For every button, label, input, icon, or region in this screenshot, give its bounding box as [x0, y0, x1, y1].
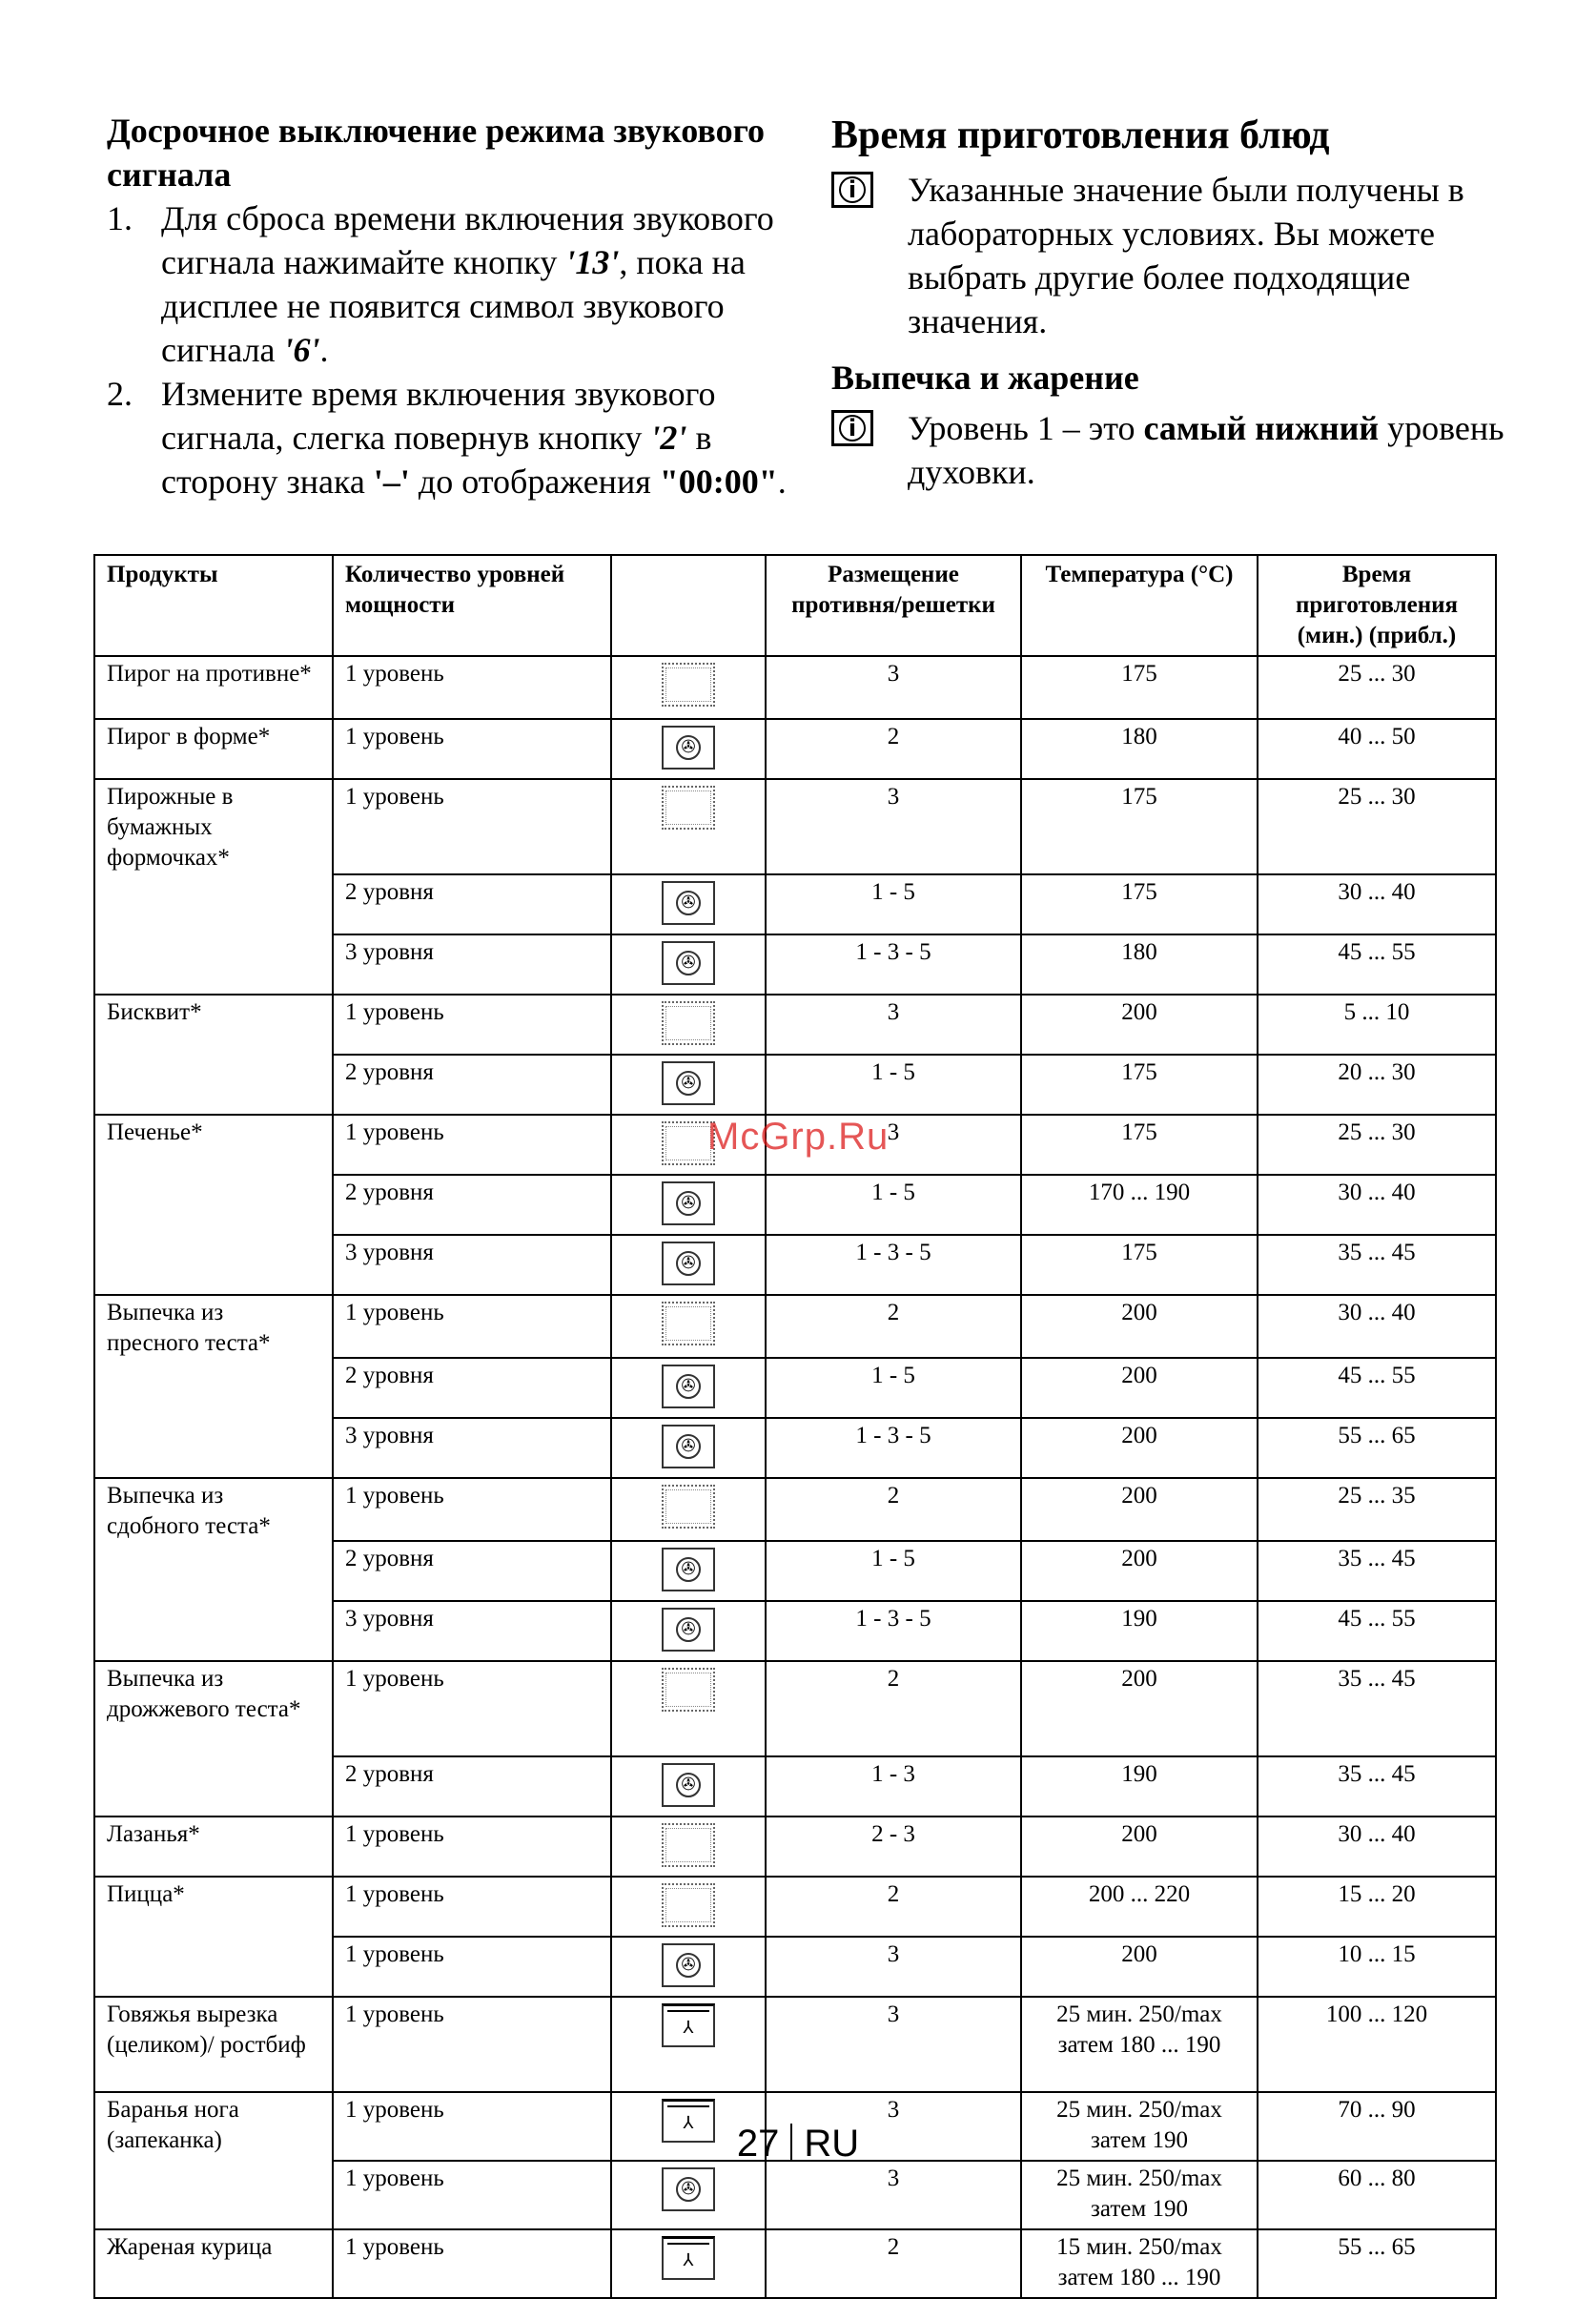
cell-position: 2 [766, 1478, 1021, 1541]
language-code: RU [804, 2123, 860, 2165]
cell-position: 2 [766, 1877, 1021, 1937]
cell-levels: 1 уровень [333, 995, 611, 1055]
cell-position: 3 [766, 779, 1021, 874]
fan-icon: ✇ [676, 1953, 701, 1978]
step-text: . [319, 331, 329, 369]
table-row [94, 995, 1496, 1055]
button-ref: '13' [565, 243, 620, 281]
cell-product: Пирог в форме* [94, 719, 333, 779]
cell-mode [611, 2161, 766, 2229]
cell-time: 25 ... 30 [1258, 1115, 1496, 1175]
cell-product: Бисквит* [94, 995, 333, 1115]
static-heating-icon [662, 1485, 715, 1529]
cell-position: 1 - 5 [766, 1055, 1021, 1115]
cell-temperature: 200 [1021, 1478, 1258, 1541]
cell-levels: 2 уровня [333, 874, 611, 934]
cell-time: 30 ... 40 [1258, 874, 1496, 934]
cell-temperature: 15 мин. 250/max затем 180 ... 190 [1021, 2229, 1258, 2298]
fan-heating-icon [662, 881, 715, 925]
step-number: 2. [107, 375, 133, 413]
fan-icon: ✇ [676, 1191, 701, 1216]
cell-mode [611, 656, 766, 719]
cell-time: 30 ... 40 [1258, 1295, 1496, 1358]
cell-levels: 3 уровня [333, 1235, 611, 1295]
cell-temperature: 25 мин. 250/max затем 180 ... 190 [1021, 1997, 1258, 2092]
cell-time: 35 ... 45 [1258, 1541, 1496, 1601]
cell-position: 1 - 5 [766, 874, 1021, 934]
cell-time: 25 ... 30 [1258, 656, 1496, 719]
cell-levels: 3 уровня [333, 934, 611, 995]
cell-position: 1 - 5 [766, 1541, 1021, 1601]
cell-time: 10 ... 15 [1258, 1937, 1496, 1997]
footer-separator [790, 2124, 792, 2162]
fan-heating-icon [662, 941, 715, 985]
cell-temperature: 175 [1021, 874, 1258, 934]
left-column [107, 109, 812, 503]
cell-position: 2 [766, 2229, 1021, 2298]
fan-icon: ✇ [676, 1557, 701, 1582]
fan-icon: ✇ [676, 1374, 701, 1399]
cell-mode [611, 1478, 766, 1541]
cell-temperature: 200 [1021, 1937, 1258, 1997]
cell-position: 3 [766, 2092, 1021, 2161]
cell-mode [611, 874, 766, 934]
display-value: "00:00" [659, 462, 778, 501]
cell-levels: 2 уровня [333, 1055, 611, 1115]
cell-position: 3 [766, 2161, 1021, 2229]
table-row [94, 2229, 1496, 2298]
table-row [94, 1997, 1496, 2092]
step-number: 1. [107, 199, 133, 237]
fan-icon: ✇ [676, 2177, 701, 2202]
cell-position: 2 [766, 719, 1021, 779]
cell-product: Выпечка из дрожжевого теста* [94, 1661, 333, 1817]
step-text: Измените время включения звукового сигнала, слегка повернув кнопку [161, 375, 716, 457]
fan-icon: ✇ [676, 1251, 701, 1276]
cell-temperature: 175 [1021, 1235, 1258, 1295]
cell-temperature: 200 ... 220 [1021, 1877, 1258, 1937]
info-icon: i [831, 410, 873, 446]
step-text: до отображения [409, 462, 660, 501]
subheading-baking: Выпечка и жарение [831, 359, 1139, 397]
page-footer [0, 2123, 1596, 2166]
static-heating-icon [662, 786, 715, 830]
cell-time: 100 ... 120 [1258, 1997, 1496, 2092]
cell-levels: 1 уровень [333, 1478, 611, 1541]
cell-mode [611, 1175, 766, 1235]
cell-position: 1 - 3 - 5 [766, 1235, 1021, 1295]
cell-temperature: 200 [1021, 1358, 1258, 1418]
note-emphasis: самый нижний [1143, 409, 1380, 447]
note-text: Указанные значение были получены в лабораторных условиях. Вы можете выбрать другие более подходящие значения. [908, 171, 1464, 340]
static-heating-icon [662, 1823, 715, 1867]
cell-mode [611, 934, 766, 995]
cell-mode [611, 1817, 766, 1877]
cell-product: Выпечка из сдобного теста* [94, 1478, 333, 1661]
table-row [94, 1877, 1496, 1937]
fan-heating-icon [662, 1548, 715, 1591]
info-icon: i [831, 172, 873, 208]
sign-ref: '–' [373, 462, 410, 501]
header-levels: Количество уровней мощности [333, 555, 611, 656]
fan-heating-icon [662, 1365, 715, 1408]
step-2 [107, 372, 812, 503]
cell-temperature: 180 [1021, 934, 1258, 995]
section-heading-cooking-times: Время приготовления блюд [831, 113, 1330, 157]
cell-temperature: 25 мин. 250/max затем 190 [1021, 2161, 1258, 2229]
info-note-2 [831, 406, 1518, 494]
cell-position: 1 - 3 - 5 [766, 934, 1021, 995]
cell-time: 70 ... 90 [1258, 2092, 1496, 2161]
cell-temperature: 175 [1021, 656, 1258, 719]
header-temperature: Температура (°C) [1021, 555, 1258, 656]
cell-time: 55 ... 65 [1258, 1418, 1496, 1478]
cell-product: Печенье* [94, 1115, 333, 1295]
fan-blade-icon: ⅄ [683, 2017, 694, 2038]
cell-levels: 1 уровень [333, 1817, 611, 1877]
table-row [94, 779, 1496, 874]
cell-position: 1 - 3 - 5 [766, 1418, 1021, 1478]
cell-mode [611, 1541, 766, 1601]
fan-heating-icon [662, 1061, 715, 1105]
cell-levels: 3 уровня [333, 1601, 611, 1661]
cell-mode [611, 1877, 766, 1937]
static-heating-icon [662, 1001, 715, 1045]
cell-time: 40 ... 50 [1258, 719, 1496, 779]
cell-position: 2 [766, 1295, 1021, 1358]
table-row [94, 656, 1496, 719]
fan-heating-icon [662, 1608, 715, 1652]
fan-icon: ✇ [676, 951, 701, 975]
fan-heating-icon [662, 2167, 715, 2211]
cell-time: 45 ... 55 [1258, 934, 1496, 995]
cell-time: 25 ... 35 [1258, 1478, 1496, 1541]
cell-levels: 1 уровень [333, 656, 611, 719]
fan-heating-icon [662, 1242, 715, 1285]
cell-levels: 1 уровень [333, 1295, 611, 1358]
cell-time: 5 ... 10 [1258, 995, 1496, 1055]
cell-product: Баранья нога (запеканка) [94, 2092, 333, 2229]
grill-fan-icon [662, 2003, 715, 2047]
note-text: уровень духовки. [908, 409, 1504, 491]
cell-mode [611, 1601, 766, 1661]
symbol-ref: '6' [283, 331, 320, 369]
fan-icon: ✇ [676, 1617, 701, 1642]
static-heating-icon [662, 663, 715, 707]
table-row [94, 1295, 1496, 1358]
section-heading-sound-off: Досрочное выключение режима звукового сигнала [107, 112, 766, 194]
step-1 [107, 196, 812, 372]
cell-temperature: 200 [1021, 1817, 1258, 1877]
cell-position: 3 [766, 1997, 1021, 2092]
cell-mode [611, 1997, 766, 2092]
static-heating-icon [662, 1883, 715, 1927]
grill-fan-icon [662, 2236, 715, 2280]
cell-mode [611, 2229, 766, 2298]
cell-product: Пирожные в бумажных формочках* [94, 779, 333, 995]
cell-position: 1 - 5 [766, 1358, 1021, 1418]
cell-time: 60 ... 80 [1258, 2161, 1496, 2229]
cell-temperature: 175 [1021, 1115, 1258, 1175]
cell-temperature: 200 [1021, 1661, 1258, 1756]
cell-time: 20 ... 30 [1258, 1055, 1496, 1115]
fan-icon: ✇ [676, 891, 701, 915]
cell-position: 1 - 3 [766, 1756, 1021, 1817]
cell-levels: 1 уровень [333, 1877, 611, 1937]
cell-mode [611, 1937, 766, 1997]
info-note-1 [831, 168, 1518, 343]
fan-icon: ✇ [676, 735, 701, 760]
step-text: , пока на дисплее не появится символ звукового сигнала [161, 243, 746, 369]
static-heating-icon [662, 1668, 715, 1712]
cell-levels: 2 уровня [333, 1358, 611, 1418]
header-product: Продукты [94, 555, 333, 656]
fan-blade-icon: ⅄ [683, 2112, 694, 2133]
step-text: в сторону знака [161, 419, 712, 501]
cell-levels: 1 уровень [333, 719, 611, 779]
cell-product: Пицца* [94, 1877, 333, 1997]
cell-temperature: 200 [1021, 1295, 1258, 1358]
cell-mode [611, 1418, 766, 1478]
cell-temperature: 170 ... 190 [1021, 1175, 1258, 1235]
cell-levels: 1 уровень [333, 2161, 611, 2229]
cell-levels: 3 уровня [333, 1418, 611, 1478]
cell-levels: 1 уровень [333, 1997, 611, 2092]
fan-heating-icon [662, 1181, 715, 1225]
cell-levels: 1 уровень [333, 1937, 611, 1997]
cell-time: 35 ... 45 [1258, 1661, 1496, 1756]
cell-levels: 1 уровень [333, 2092, 611, 2161]
button-ref: '2' [650, 419, 687, 457]
cooking-table [93, 554, 1497, 2299]
cell-temperature: 175 [1021, 1055, 1258, 1115]
cell-time: 45 ... 55 [1258, 1358, 1496, 1418]
cell-mode [611, 779, 766, 874]
table-row [94, 1661, 1496, 1756]
fan-heating-icon [662, 1943, 715, 1987]
step-text: Для сброса времени включения звукового сигнала нажимайте кнопку [161, 199, 774, 281]
cell-position: 2 - 3 [766, 1817, 1021, 1877]
fan-heating-icon [662, 1763, 715, 1807]
cell-temperature: 200 [1021, 1418, 1258, 1478]
cell-position: 1 - 5 [766, 1175, 1021, 1235]
fan-blade-icon: ⅄ [683, 2249, 694, 2270]
right-column [831, 109, 1518, 494]
header-position: Размещение противня/решетки [766, 555, 1021, 656]
fan-icon: ✇ [676, 1773, 701, 1797]
cell-product: Говяжья вырезка (целиком)/ ростбиф [94, 1997, 333, 2092]
cell-time: 15 ... 20 [1258, 1877, 1496, 1937]
cell-mode [611, 1235, 766, 1295]
cell-product: Выпечка из пресного теста* [94, 1295, 333, 1478]
page-number: 27 [736, 2123, 780, 2165]
cell-position: 3 [766, 995, 1021, 1055]
cell-mode [611, 995, 766, 1055]
fan-icon: ✇ [676, 1434, 701, 1459]
note-text: Уровень 1 – это [908, 409, 1144, 447]
cell-product: Лазанья* [94, 1817, 333, 1877]
cell-product: Жареная курица [94, 2229, 333, 2298]
cell-temperature: 190 [1021, 1756, 1258, 1817]
cell-position: 3 [766, 656, 1021, 719]
cell-levels: 1 уровень [333, 1661, 611, 1756]
cell-temperature: 25 мин. 250/max затем 190 [1021, 2092, 1258, 2161]
cell-mode [611, 719, 766, 779]
cell-position: 1 - 3 - 5 [766, 1601, 1021, 1661]
cell-time: 30 ... 40 [1258, 1817, 1496, 1877]
cell-time: 25 ... 30 [1258, 779, 1496, 874]
cell-mode [611, 1756, 766, 1817]
watermark: McGrp.Ru [707, 1116, 890, 1158]
cell-mode [611, 1295, 766, 1358]
cell-temperature: 200 [1021, 1541, 1258, 1601]
table-row [94, 719, 1496, 779]
cell-levels: 1 уровень [333, 779, 611, 874]
cell-levels: 2 уровня [333, 1756, 611, 1817]
cell-levels: 2 уровня [333, 1175, 611, 1235]
cell-temperature: 175 [1021, 779, 1258, 874]
cell-temperature: 180 [1021, 719, 1258, 779]
cell-temperature: 200 [1021, 995, 1258, 1055]
table-body [94, 656, 1496, 2298]
fan-heating-icon [662, 726, 715, 770]
header-mode [611, 555, 766, 656]
cell-levels: 1 уровень [333, 1115, 611, 1175]
step-text: . [777, 462, 787, 501]
cell-levels: 1 уровень [333, 2229, 611, 2298]
cell-mode [611, 1358, 766, 1418]
header-time: Время приготовления (мин.) (прибл.) [1258, 555, 1496, 656]
cell-time: 55 ... 65 [1258, 2229, 1496, 2298]
table-row [94, 1478, 1496, 1541]
cell-time: 30 ... 40 [1258, 1175, 1496, 1235]
cell-position: 3 [766, 1115, 1021, 1175]
cell-position: 3 [766, 1937, 1021, 1997]
cell-product: Пирог на противне* [94, 656, 333, 719]
fan-heating-icon [662, 1425, 715, 1468]
cell-levels: 2 уровня [333, 1541, 611, 1601]
cell-temperature: 190 [1021, 1601, 1258, 1661]
fan-icon: ✇ [676, 1071, 701, 1096]
cell-mode [611, 1661, 766, 1756]
cell-time: 35 ... 45 [1258, 1235, 1496, 1295]
cell-position: 2 [766, 1661, 1021, 1756]
table-row [94, 1817, 1496, 1877]
table-header-row [94, 555, 1496, 656]
static-heating-icon [662, 1302, 715, 1345]
cell-mode [611, 1055, 766, 1115]
steps-list [107, 196, 812, 503]
cell-time: 35 ... 45 [1258, 1756, 1496, 1817]
cell-time: 45 ... 55 [1258, 1601, 1496, 1661]
